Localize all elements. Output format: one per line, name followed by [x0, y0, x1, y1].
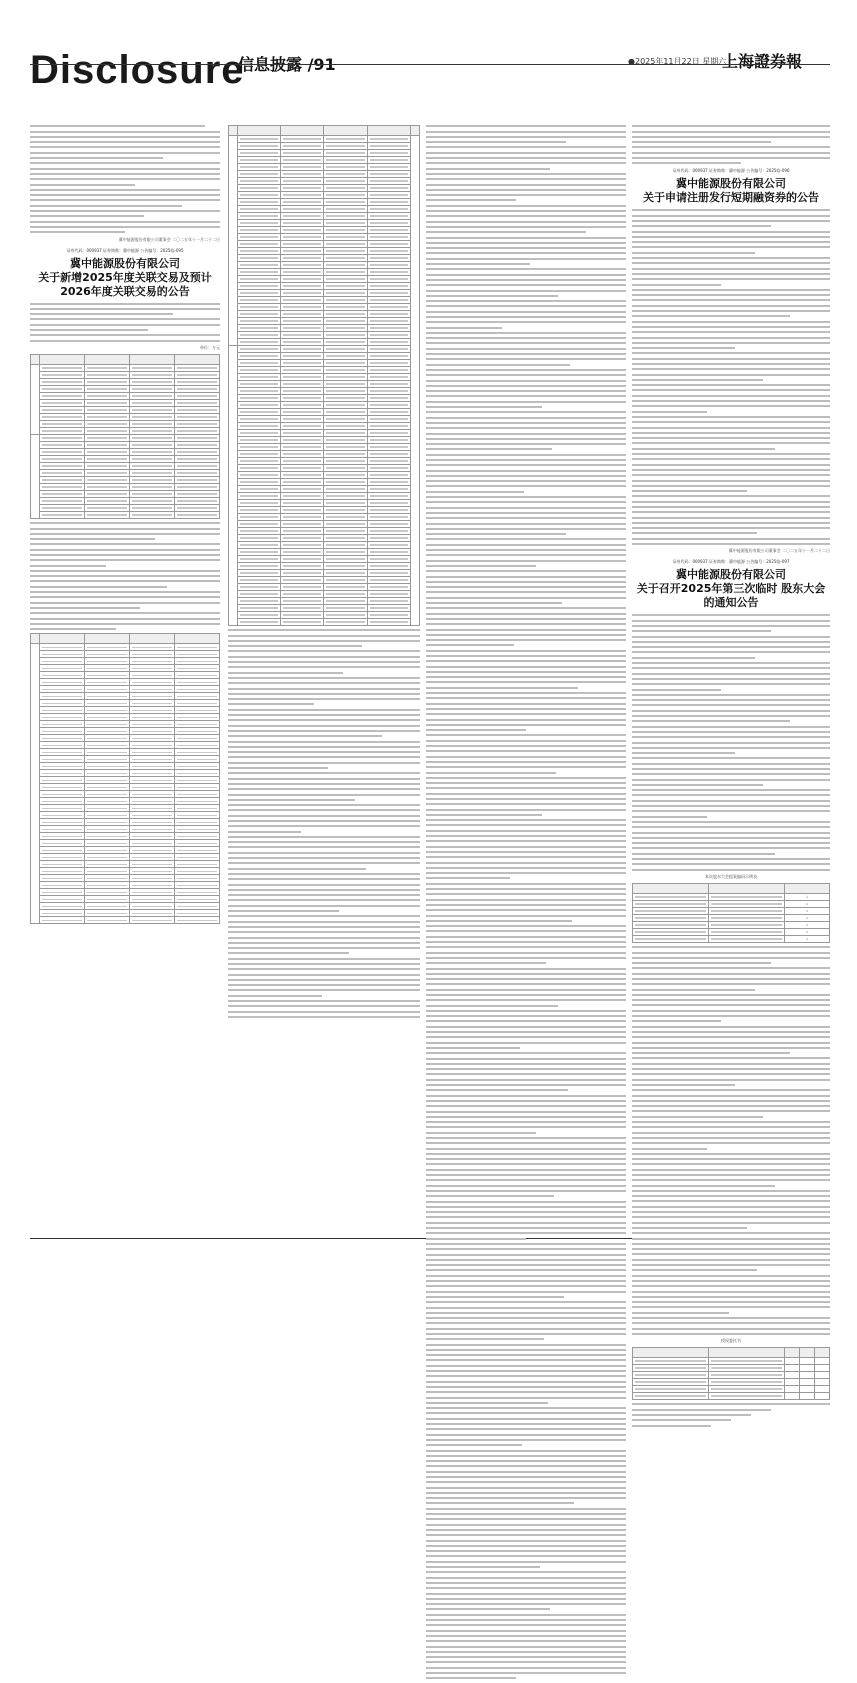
- transactions-detail-table: [30, 633, 220, 924]
- company-name: 冀中能源股份有限公司: [70, 256, 180, 270]
- notice-codes: 证券代码：000937 证券简称：冀中能源 公告编号：2025临-096: [672, 168, 790, 174]
- column-2: [228, 122, 420, 1021]
- notice-related-transactions: [30, 248, 220, 299]
- section-title: 信息披露 /91: [238, 55, 336, 74]
- body-text: [426, 125, 626, 1679]
- company-name: 冀中能源股份有限公司: [676, 568, 786, 582]
- signoff: 冀中能源股份有限公司董事会 二〇二五年十一月二十二日: [118, 236, 220, 242]
- proxy-voting-table: [632, 1347, 830, 1400]
- body-text: [30, 303, 220, 342]
- body-text: [30, 125, 220, 233]
- body-text: [632, 209, 830, 545]
- masthead: [0, 0, 857, 110]
- body-text: [632, 946, 830, 1335]
- vote-table-title: 本次股东大会提案编码示例表: [705, 873, 757, 879]
- body-text: [30, 522, 220, 630]
- notice-title: 关于申请注册发行短期融资券的公告: [643, 191, 819, 205]
- notice-codes: 证券代码：000937 证券简称：冀中能源 公告编号：2025临-097: [672, 559, 790, 565]
- body-text: [632, 125, 830, 164]
- body-text: [228, 629, 420, 1018]
- signoff: 冀中能源股份有限公司董事会 二〇二五年十一月二十二日: [728, 548, 830, 554]
- notice-title: 关于召开2025年第三次临时 股东大会的通知公告: [636, 582, 826, 610]
- unit-label: 单位：万元: [200, 344, 220, 350]
- body-text: [632, 614, 830, 870]
- proxy-title: 授权委托书: [721, 1338, 741, 1344]
- related-party-table: [228, 125, 420, 626]
- notice-codes: 证券代码：000937 证券简称：冀中能源 公告编号：2025临-095: [66, 247, 184, 253]
- column-4: [632, 122, 830, 1430]
- notice-title: 关于新增2025年度关联交易及预计 2026年度关联交易的公告: [38, 270, 212, 298]
- disclosure-wordmark: Disclosure: [30, 48, 245, 92]
- proposal-code-table: √ √ √ √ √ √ √: [632, 883, 830, 943]
- column-1: [30, 122, 220, 927]
- body-text: [632, 1403, 830, 1426]
- company-name: 冀中能源股份有限公司: [676, 177, 786, 191]
- issue-date: ●2025年11月22日 星期六: [628, 57, 727, 66]
- related-transactions-table: [30, 354, 220, 519]
- notice-short-term-bonds: [632, 168, 830, 205]
- masthead-rule: [30, 64, 830, 65]
- newspaper-brand: 上海證券報: [722, 52, 803, 71]
- notice-shareholder-meeting: [632, 559, 830, 610]
- column-3: [426, 122, 626, 1683]
